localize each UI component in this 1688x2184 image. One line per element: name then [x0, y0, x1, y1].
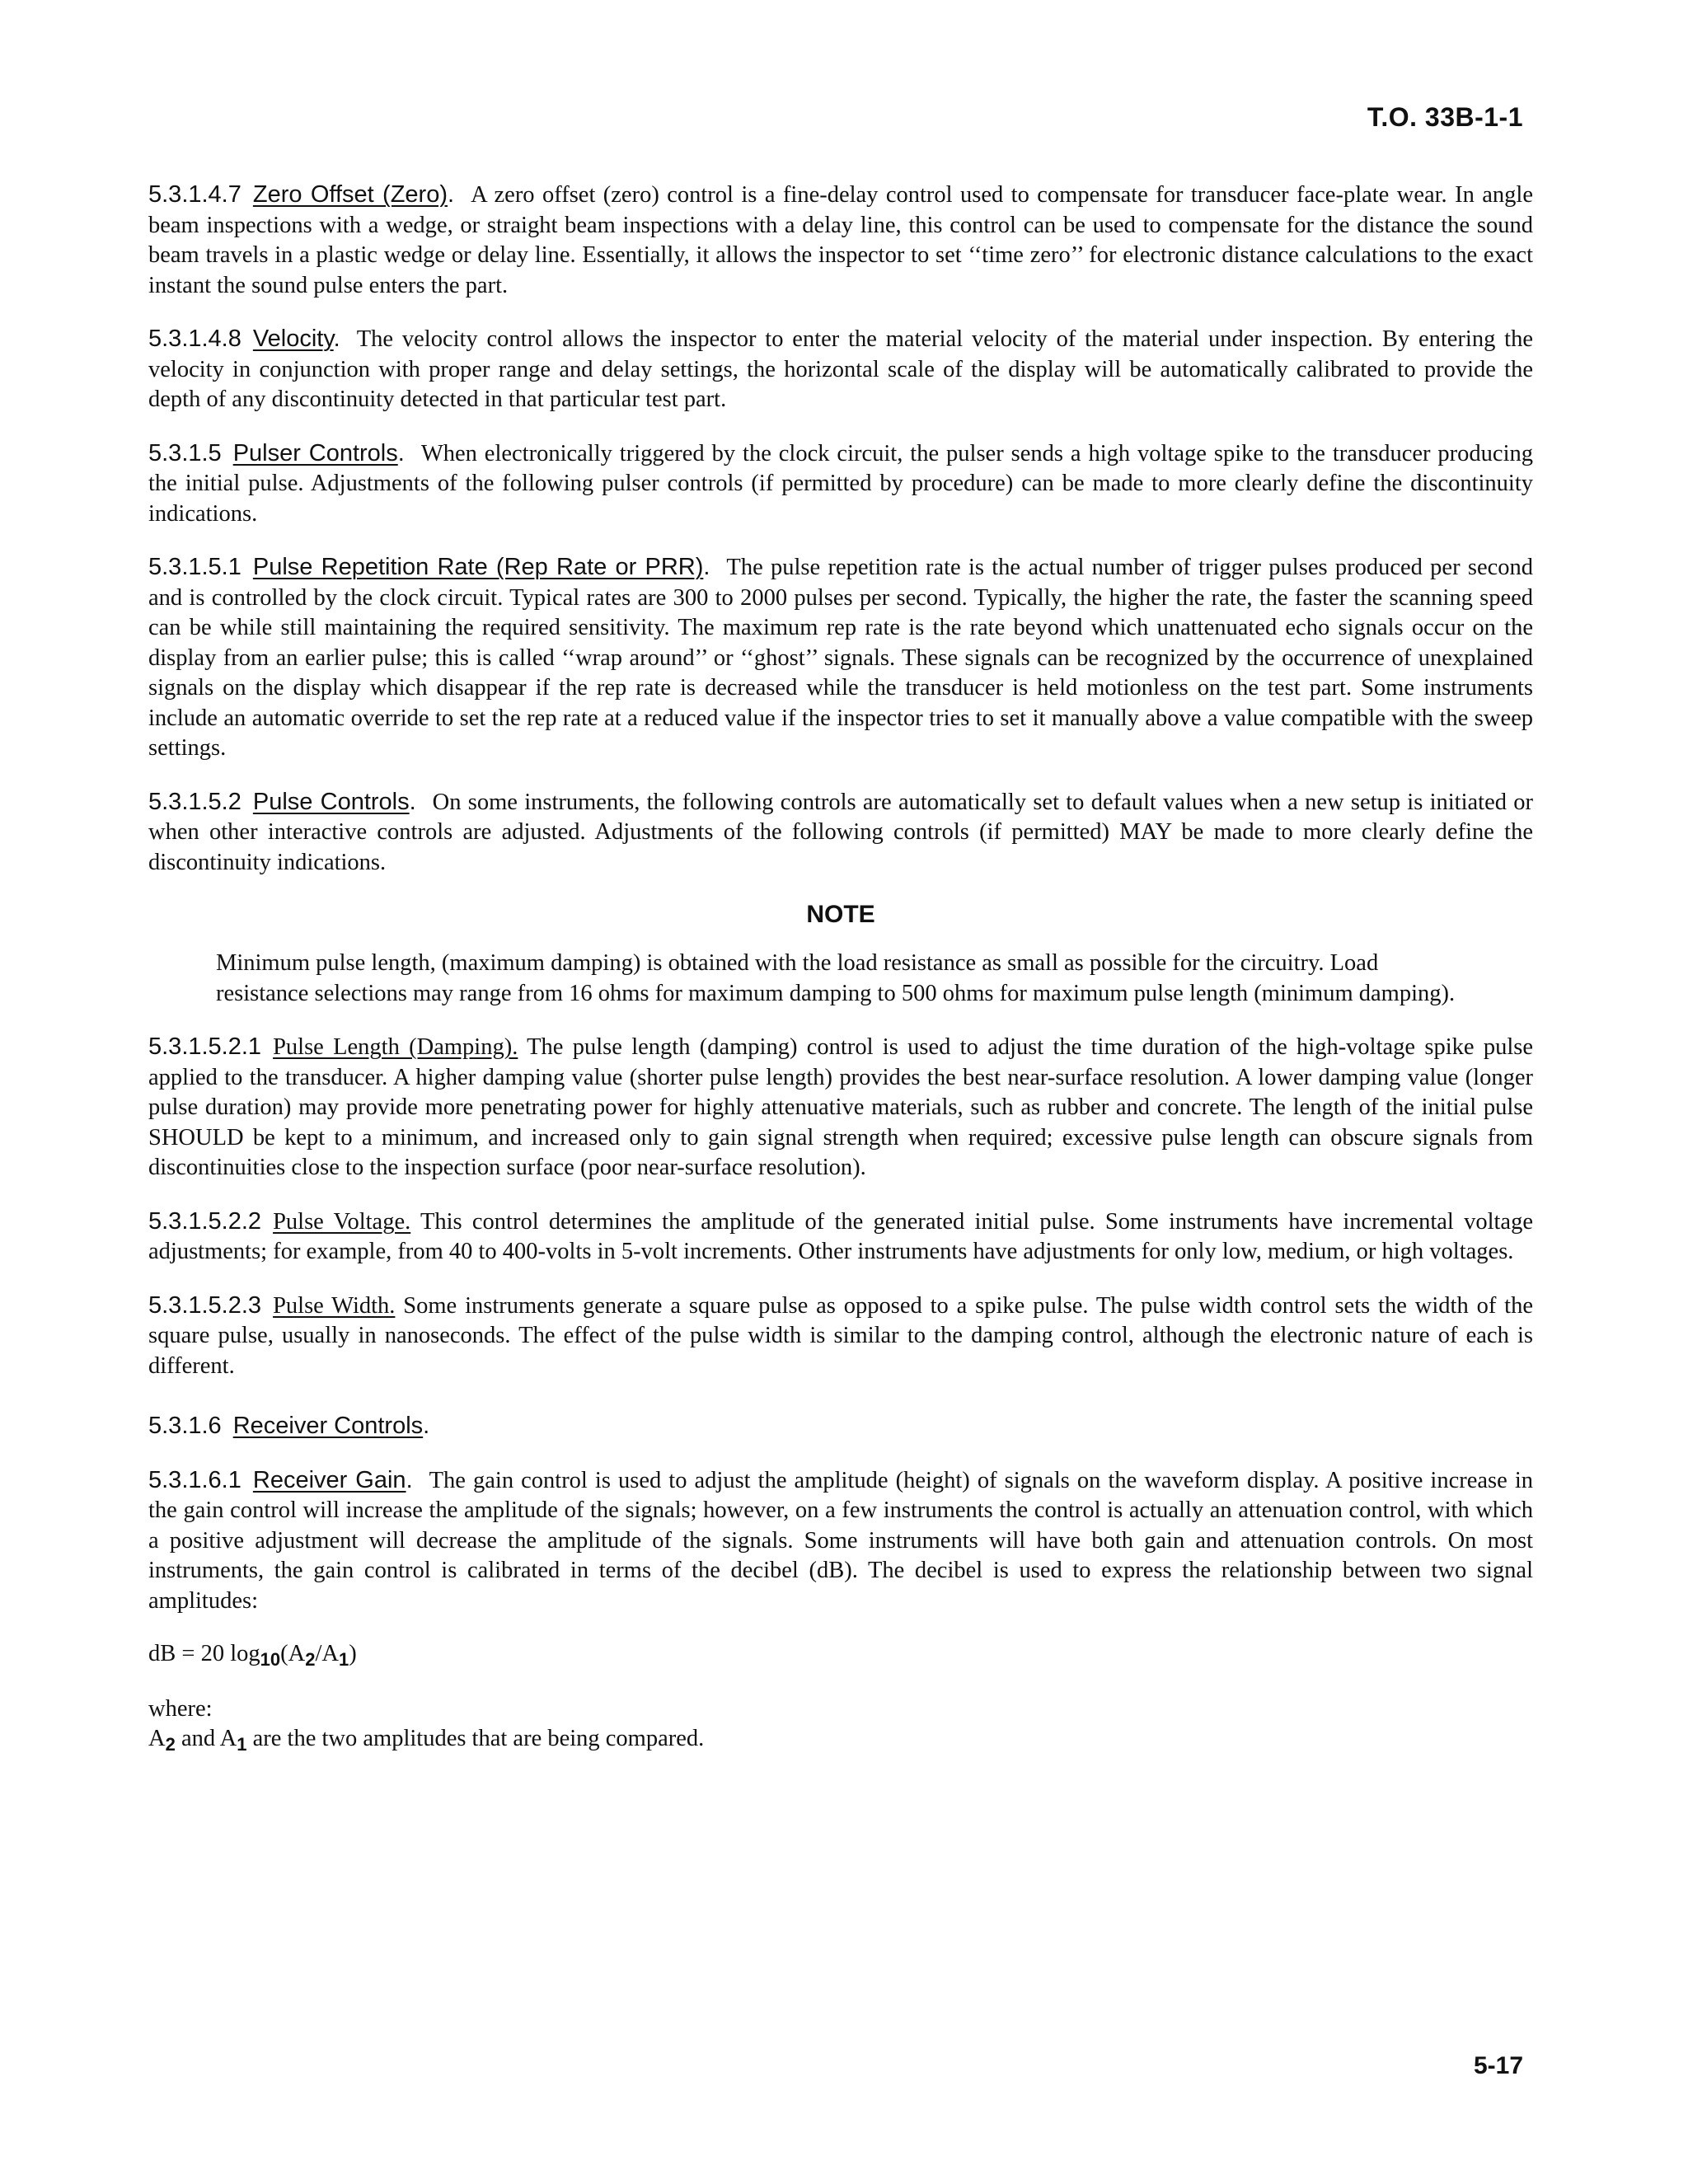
section-number: 5.3.1.5.2.1 [148, 1033, 262, 1060]
section-heading: Pulse Voltage. [273, 1208, 411, 1235]
paragraph-pulse-repetition-rate: 5.3.1.5.1 Pulse Repetition Rate (Rep Rate or PRR). The pulse repetition rate is the actual number of trigger pulses produced per second and is controlled by the clock circuit. Typical rates are 300 to 2000 pulses per second. Typically, the higher the rate, the faster the scanning speed can be while still maintaining the required sensitivity. The maximum rep rate is the rate beyond which unattenuated echo signals occur on the display from an earlier pulse; this is called ‘‘wrap around’’ or ‘‘ghost’’ signals. These signals can be recognized by the occurrence of unexplained signals on the display which disappear if the rep rate is decreased while the transducer is held motionless on the test part. Some instruments include an automatic override to set the rep rate at a reduced value if the inspector tries to set it manually above a value compatible with the sweep settings. [148, 554, 1533, 761]
section-heading: Receiver Controls [232, 1413, 424, 1439]
section-body: The gain control is used to adjust the amplitude (height) of signals on the waveform display. A positive increase in the gain control will increase the amplitude of the signals; however, on a few instruments the control is actually an attenuation control, with which a positive adjustment will decrease the amplitude of the signals. Some instruments will have both gain and attenuation controls. On most instruments, the gain control is calibrated in terms of the decibel (dB). The decibel is used to express the relationship between two signal amplitudes: [148, 1467, 1533, 1614]
section-heading: Receiver Gain [252, 1466, 406, 1493]
paragraph-velocity: 5.3.1.4.8 Velocity. The velocity control allows the inspector to enter the material velocity of the material under inspection. By entering the velocity in conjunction with proper range and delay settings, the horizontal scale of the display will be automatically calibrated to provide the depth of any discontinuity detected in that particular test part. [148, 326, 1533, 412]
section-body: Some instruments generate a square pulse as opposed to a spike pulse. The pulse width control sets the width of the square pulse, usually in nanoseconds. The effect of the pulse width is similar to the damping control, although the electronic nature of each is different. [148, 1292, 1533, 1379]
section-heading: Velocity [252, 326, 334, 352]
section-body: A zero offset (zero) control is a fine-delay control used to compensate for transducer face-plate wear. In angle beam inspections with a wedge, or straight beam inspections with a delay line, this control can be used to compensate for the distance the sound beam travels in a plastic wedge or delay line. Essentially, it allows the inspector to set ‘‘time zero’’ for electronic distance calculations to the exact instant the sound pulse enters the part. [148, 182, 1533, 298]
section-number: 5.3.1.6.1 [148, 1466, 241, 1493]
paragraph-pulse-voltage [148, 1207, 1533, 1268]
paragraph-zero-offset: 5.3.1.4.7 Zero Offset (Zero). A zero offset (zero) control is a fine-delay control used to compensate for transducer face-plate wear. In angle beam inspections with a wedge, or straight beam inspections with a delay line, this control can be used to compensate for the distance the sound beam travels in a plastic wedge or delay line. Essentially, it allows the inspector to set ‘‘time zero’’ for electronic distance calculations to the exact instant the sound pulse enters the part. [148, 181, 1533, 298]
section-heading: Pulse Controls [252, 788, 410, 815]
where-definition: $A_2$ and $A_1$ are the two amplitudes that are being compared. [148, 1726, 705, 1755]
section-body: This control determines the amplitude of the generated initial pulse. Some instruments have incremental voltage adjustments; for example, from 40 to 400-volts in 5-volt increments. Other instruments have adjustments for only low, medium, or high voltages. [148, 1208, 1533, 1264]
paragraph-pulse-length [148, 1032, 1533, 1183]
where-label: where: [148, 1695, 213, 1722]
section-body: The velocity control allows the inspector to enter the material velocity of the material under inspection. By entering the velocity in conjunction with proper range and delay settings, the horizontal scale of the display will be automatically calibrated to provide the depth of any discontinuity detected in that particular test part. [148, 326, 1533, 412]
section-body: On some instruments, the following controls are automatically set to default values when a new setup is initiated or when other interactive controls are adjusted. Adjustments of the following controls (if permitted) MAY be made to more clearly define the discontinuity indications. [148, 789, 1533, 875]
section-heading: Pulse Repetition Rate (Rep Rate or PRR) [252, 554, 704, 580]
section-body: The pulse length (damping) control is used to adjust the time duration of the high-voltage spike pulse applied to the transducer. A higher damping value (shorter pulse length) provides the best near-surface resolution. A lower damping value (longer pulse duration) may provide more penetrating power for highly attenuative materials, such as rubber and concrete. The length of the initial pulse SHOULD be kept to a minimum, and increased only to gain signal strength when required; excessive pulse length can obscure signals from discontinuities close to the inspection surface (poor near-surface resolution). [148, 1034, 1533, 1180]
section-number: 5.3.1.6 [148, 1413, 222, 1439]
page-content [148, 180, 1533, 1755]
section-heading: Pulse Length (Damping). [273, 1034, 518, 1060]
paragraph-pulse-width [148, 1291, 1533, 1382]
section-number: 5.3.1.5.2.2 [148, 1207, 262, 1235]
note-title: NOTE [806, 901, 875, 928]
section-heading: Pulse Width. [273, 1292, 396, 1319]
note-body: Minimum pulse length, (maximum damping) is obtained with the load resistance as small as possible for the circuitry. Load resistance selections may range from 16 ohms for maximum damping to 500 ohms for maximum pulse length (minimum damping). [216, 950, 1456, 1006]
decibel-formula: dB = 20 $\log_{10}(A_2/A_1)$ [148, 1641, 357, 1670]
section-number: 5.3.1.5.1 [148, 554, 241, 580]
section-number: 5.3.1.5.2 [148, 788, 241, 815]
section-heading: Zero Offset (Zero) [252, 181, 448, 208]
section-number: 5.3.1.5.2.3 [148, 1291, 262, 1319]
paragraph-pulse-controls: 5.3.1.5.2 Pulse Controls. On some instruments, the following controls are automatically set to default values when a new setup is initiated or when other interactive controls are adjusted. Adjustments of the following controls (if permitted) MAY be made to more clearly define the discontinuity indications. [148, 788, 1533, 875]
section-body: The pulse repetition rate is the actual number of trigger pulses produced per second and is controlled by the clock circuit. Typical rates are 300 to 2000 pulses per second. Typically, the higher the rate, the faster the scanning speed can be while still maintaining the required sensitivity. The maximum rep rate is the rate beyond which unattenuated echo signals occur on the display from an earlier pulse; this is called ‘‘wrap around’’ or ‘‘ghost’’ signals. These signals can be recognized by the occurrence of unexplained signals on the display which disappear if the rep rate is decreased while the transducer is held motionless on the test part. Some instruments include an automatic override to set the rep rate at a reduced value if the inspector tries to set it manually above a value compatible with the sweep settings. [148, 555, 1533, 761]
section-heading: Pulser Controls [232, 439, 398, 466]
paragraph-pulser-controls: 5.3.1.5 Pulser Controls. When electronically triggered by the clock circuit, the pulser sends a high voltage spike to the transducer producing the initial pulse. Adjustments of the following pulser controls (if permitted by procedure) can be made to more clearly define the discontinuity indications. [148, 439, 1533, 527]
section-body: When electronically triggered by the clock circuit, the pulser sends a high voltage spike to the transducer producing the initial pulse. Adjustments of the following pulser controls (if permitted by procedure) can be made to more clearly define the discontinuity indications. [148, 440, 1533, 527]
page-number: 5-17 [1473, 2052, 1523, 2079]
document-id: T.O. 33B-1-1 [1367, 102, 1523, 132]
section-number: 5.3.1.5 [148, 439, 222, 466]
section-number: 5.3.1.4.8 [148, 326, 241, 352]
paragraph-receiver-controls: 5.3.1.6 Receiver Controls. [148, 1413, 430, 1439]
section-number: 5.3.1.4.7 [148, 181, 241, 208]
paragraph-receiver-gain: 5.3.1.6.1 Receiver Gain. The gain control is used to adjust the amplitude (height) of signals on the waveform display. A positive increase in the gain control will increase the amplitude of the signals; however, on a few instruments the control is actually an attenuation control, with which a positive adjustment will decrease the amplitude of the signals. Some instruments will have both gain and attenuation controls. On most instruments, the gain control is calibrated in terms of the decibel (dB). The decibel is used to express the relationship between two signal amplitudes: [148, 1466, 1533, 1614]
